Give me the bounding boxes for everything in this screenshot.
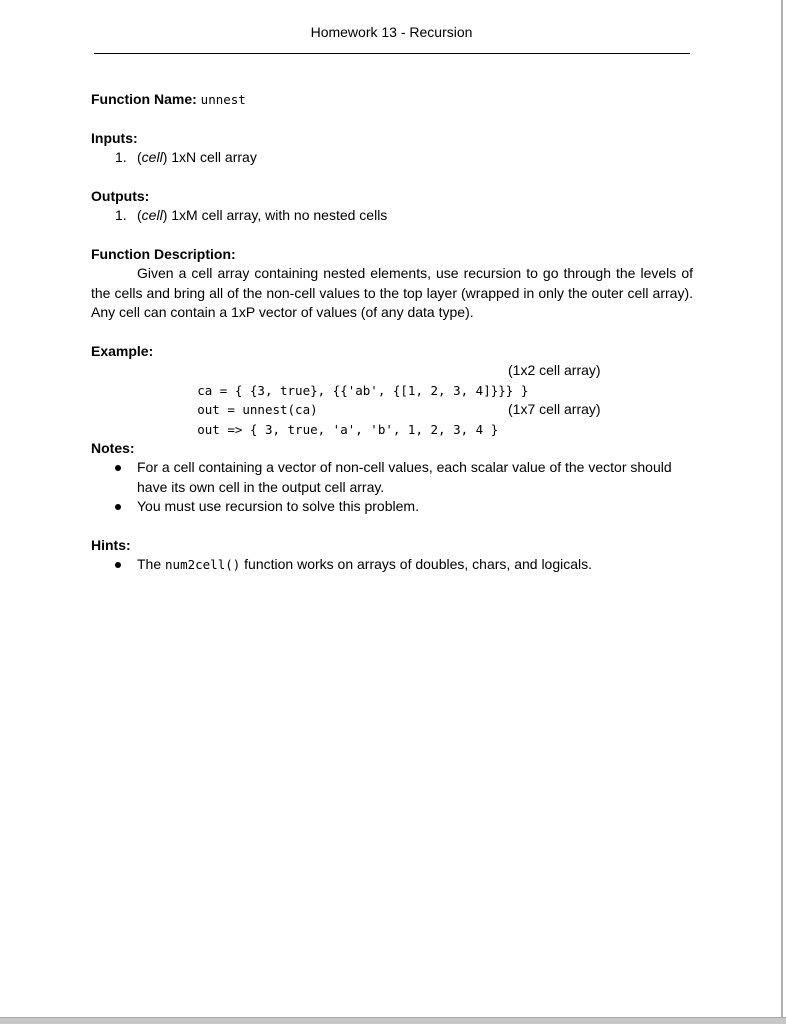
example-section [91, 342, 693, 437]
list-item: 1. (cell) 1xM cell array, with no nested cells [91, 206, 693, 226]
hint-prefix: The [137, 556, 166, 572]
hints-label: Hints: [91, 536, 131, 553]
inputs-section [91, 129, 693, 168]
bullet-icon [115, 465, 121, 471]
document-body [91, 90, 693, 575]
list-number: 1. [115, 207, 127, 223]
horizontal-scrollbar[interactable] [0, 1017, 786, 1024]
example-label: Example: [91, 342, 154, 359]
note-text: For a cell containing a vector of non-cell values, each scalar value of the vector should have its own cell in the output cell array. [137, 459, 672, 495]
outputs-section [91, 187, 693, 226]
type-label: cell [141, 149, 163, 165]
inputs-list [91, 148, 693, 168]
outputs-list [91, 206, 693, 226]
page-header-title: Homework 13 - Recursion [310, 24, 473, 40]
bullet-icon [115, 562, 121, 568]
item-text: 1xN cell array [167, 149, 257, 165]
list-item [91, 555, 693, 575]
hint-suffix: function works on arrays of doubles, chars, and logicals. [240, 556, 593, 572]
example-code: ca = { {3, true}, {{'ab', {[1, 2, 3, 4]}}} } [197, 382, 529, 398]
type-label: cell [141, 207, 163, 223]
hints-section [91, 536, 693, 575]
hint-code: num2cell() [165, 557, 241, 572]
bullet-icon [115, 504, 121, 510]
notes-list [91, 458, 693, 517]
example-line [91, 361, 693, 398]
example-code: out => { 3, true, 'a', 'b', 1, 2, 3, 4 } [197, 421, 499, 437]
example-code: out = unnest(ca) [197, 402, 318, 417]
function-name-label: Function Name: [91, 91, 197, 107]
item-text: 1xM cell array, with no nested cells [167, 207, 388, 223]
list-number: 1. [115, 149, 127, 165]
hints-list [91, 555, 693, 575]
description-text: Given a cell array containing nested elements, use recursion to go through the levels of the cells and bring all of the non-cell values to the top layer (wrapped in only the outer cell array). Any cell can contain a 1xP vector of values (of any data type). [91, 265, 693, 320]
list-item [91, 497, 693, 517]
example-note: (1x2 cell array) [508, 362, 601, 378]
function-name-section [91, 90, 693, 110]
description-section [91, 245, 693, 323]
outputs-label: Outputs: [91, 187, 150, 204]
description-label: Function Description: [91, 245, 236, 262]
example-note: (1x7 cell array) [508, 401, 601, 417]
header-divider [94, 53, 690, 54]
example-line [91, 400, 693, 437]
list-item [91, 458, 693, 497]
list-item: 1. (cell) 1xN cell array [91, 148, 693, 168]
note-text: You must use recursion to solve this problem. [137, 498, 419, 514]
inputs-label: Inputs: [91, 129, 138, 146]
function-name-value: unnest [200, 92, 246, 107]
notes-label: Notes: [91, 439, 135, 456]
